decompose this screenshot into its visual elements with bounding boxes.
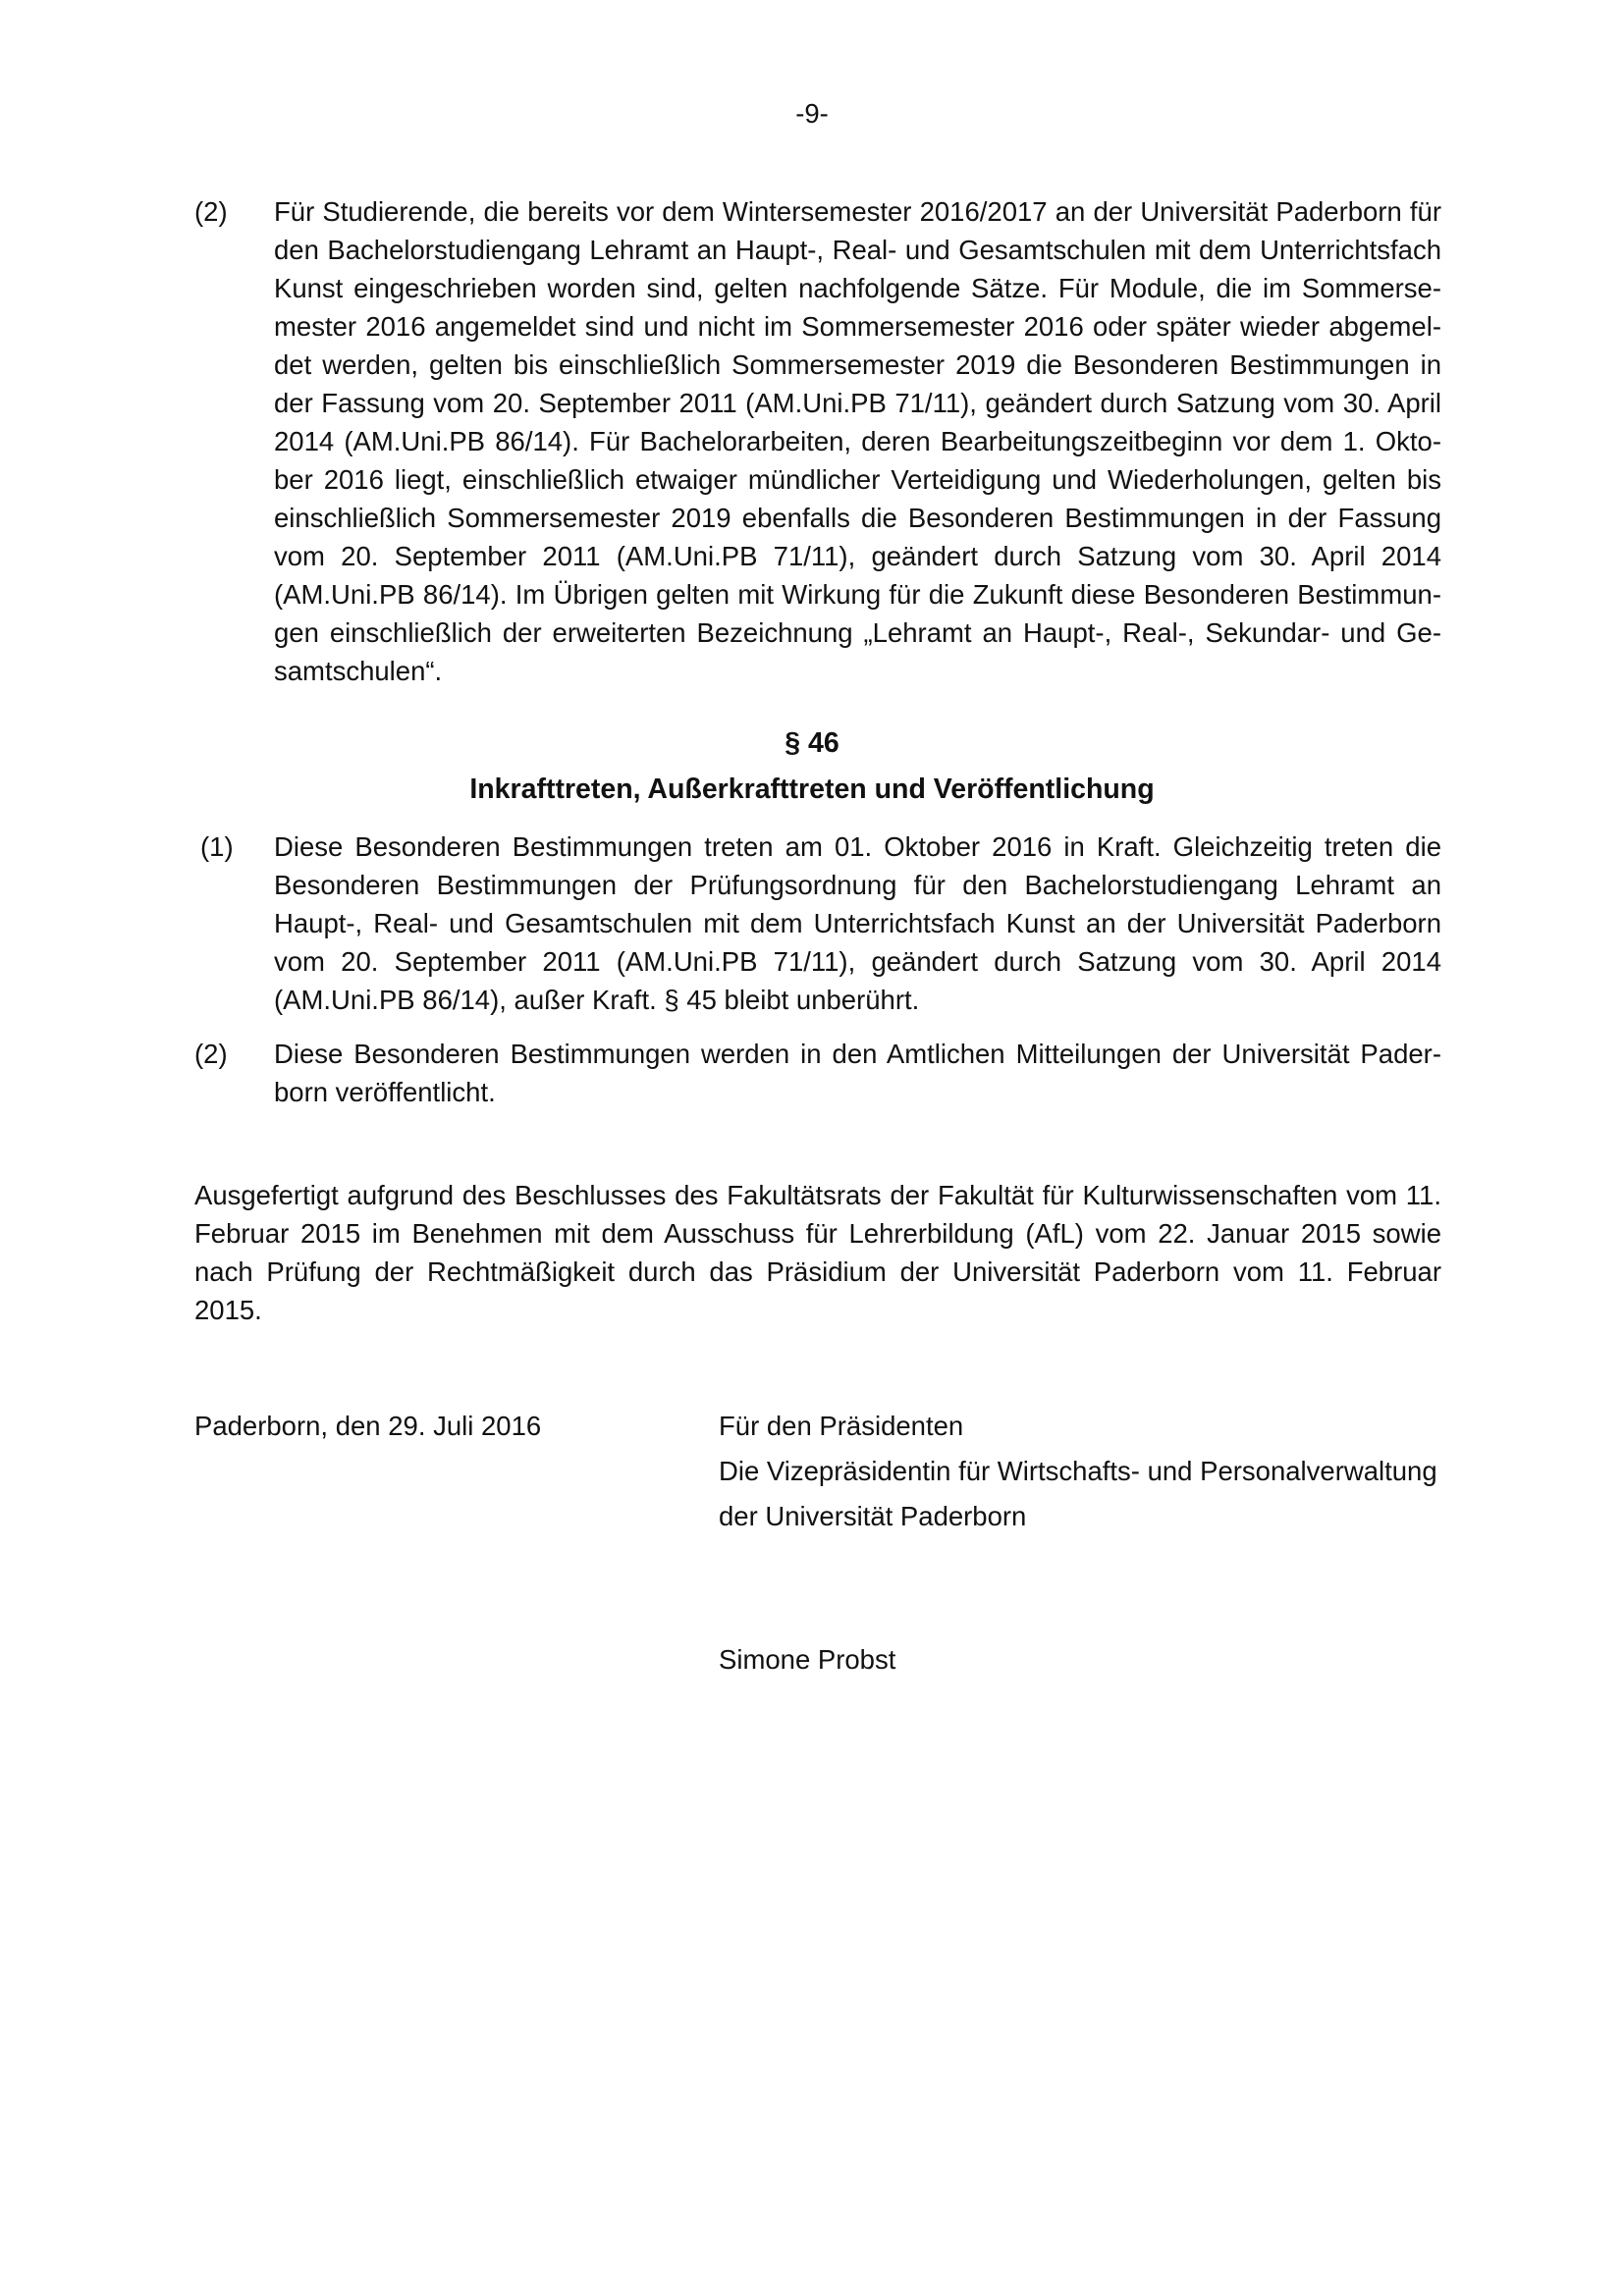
section-symbol: § 46 <box>785 727 839 759</box>
section-title: Inkrafttreten, Außerkrafttreten und Veröffentlichung <box>469 774 1155 805</box>
closing-statement: Ausgefertigt aufgrund des Beschlusses des Fakultätsrats der Fakultät für Kulturwissenschaften vom 11. Februar 2015 im Benehmen mit dem Ausschuss für Lehrerbildung (AfL) vom 22. Januar 2015 sowie nach Prüfung der Rechtmäßigkeit durch das Präsidium der Universität Paderborn vom 11. Februar 2015. <box>194 1180 1441 1325</box>
section46-paragraph-1 <box>194 828 1441 1019</box>
signature-role-line: Die Vizepräsidentin für Wirtschafts- und Personalverwaltung <box>719 1456 1437 1486</box>
place-date: Paderborn, den 29. Juli 2016 <box>194 1411 542 1441</box>
signature-for-line: Für den Präsidenten <box>719 1411 964 1441</box>
paragraph-number: (2) <box>194 1039 228 1069</box>
section46-paragraph-2 <box>194 1035 1441 1111</box>
signer-name: Simone Probst <box>719 1644 896 1675</box>
paragraph-number: (1) <box>200 831 234 862</box>
paragraph-text: Diese Besonderen Bestimmungen werden in den Amtlichen Mitteilungen der Universität Paderborn veröffentlicht. <box>274 1039 1441 1107</box>
paragraph-text: Für Studierende, die bereits vor dem Wintersemester 2016/2017 an der Universität Paderborn für den Bachelorstudiengang Lehramt an Haupt-, Real- und Gesamtschulen mit dem Unterrichtsfach Kunst eingeschrieben worden sind, gelten nachfolgende Sätze. Für Module, die im Sommersemester 2016 angemeldet sind und nicht im Sommersemester 2016 oder später wieder abgemeldet werden, gelten bis einschließlich Sommersemester 2019 die Besonderen Bestimmungen in der Fassung vom 20. September 2011 (AM.Uni.PB 71/11), geändert durch Satzung vom 30. April 2014 (AM.Uni.PB 86/14). Für Bachelorarbeiten, deren Bearbeitungszeitbeginn vor dem 1. Oktober 2016 liegt, einschließlich etwaiger mündlicher Verteidigung und Wiederholungen, gelten bis einschließlich Sommersemester 2019 ebenfalls die Besonderen Bestimmungen in der Fassung vom 20. September 2011 (AM.Uni.PB 71/11), geändert durch Satzung vom 30. April 2014 (AM.Uni.PB 86/14). Im Übrigen gelten mit Wirkung für die Zukunft diese Besonderen Bestimmungen einschließlich der erweiterten Bezeichnung „Lehramt an Haupt-, Real-, Sekundar- und Gesamtschulen“. <box>274 196 1441 686</box>
signature-institution-line: der Universität Paderborn <box>719 1501 1027 1531</box>
paragraph-number: (2) <box>194 196 228 227</box>
signature-block <box>719 1404 1437 1539</box>
section45-paragraph-2 <box>194 192 1441 690</box>
page-number: -9- <box>795 98 829 129</box>
paragraph-text: Diese Besonderen Bestimmungen treten am 01. Oktober 2016 in Kraft. Gleichzeitig treten die Besonderen Bestimmungen der Prüfungsordnung für den Bachelorstudiengang Lehramt an Haupt-, Real- und Gesamtschulen mit dem Unterrichtsfach Kunst an der Universität Paderborn vom 20. September 2011 (AM.Uni.PB 71/11), geändert durch Satzung vom 30. April 2014 (AM.Uni.PB 86/14), außer Kraft. § 45 bleibt unberührt. <box>274 831 1441 1015</box>
